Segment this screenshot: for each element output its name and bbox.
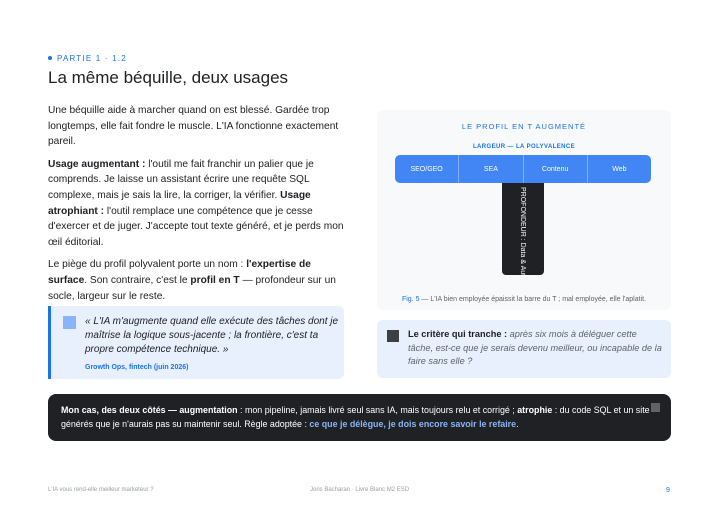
augmenting-text: l'outil me fait franchir un palier que je comprends. Je laisse un assistant écrire une requête SQL complexe, mais je sais la lire, la corriger, la vérifier. [48, 158, 314, 201]
t-stem-label: PROFONDEUR : Data & Auto. [519, 187, 526, 282]
case-square-icon [651, 403, 660, 412]
body-text [48, 103, 348, 311]
atrophying-label: Usage atrophiant : [48, 189, 311, 217]
case-text-1: : mon pipeline, jamais livré seul sans IA, mais toujours relu et corrigé ; [237, 405, 518, 415]
quote-source: Growth Ops, fintech (juin 2026) [85, 364, 189, 371]
t-bar [395, 155, 651, 183]
criterion-text [408, 328, 662, 369]
page-number: 9 [666, 487, 670, 494]
case-end: . [516, 418, 519, 429]
t-bar-item: SEA [459, 155, 523, 183]
eyebrow-text: PARTIE 1 · 1.2 [57, 54, 127, 63]
footer-author: Joris Bacharan · Livre Blanc M2 ESD [310, 487, 410, 493]
criterion-body: après six mois à déléguer cette tâche, est-ce que je serais devenu meilleur, ou incapable de la faire sans elle ? [408, 329, 662, 367]
case-callout [48, 394, 671, 441]
section-eyebrow [48, 54, 127, 63]
case-label-1: Mon cas, des deux côtés — augmentation [61, 405, 238, 415]
quote-callout [48, 306, 344, 379]
criterion-square-icon [387, 330, 399, 342]
quote-square-icon [63, 316, 76, 329]
t-bar-item: Web [612, 165, 627, 173]
t-stem [502, 183, 544, 282]
bullet-dot-icon [48, 56, 52, 60]
case-text [61, 404, 657, 431]
p3-text-1: Le piège du profil polyvalent porte un nom : [48, 259, 247, 271]
case-text-2: : du code SQL et un site générés que je n'aurais pas su maintenir seul. Règle adoptée : [61, 405, 650, 429]
paragraph-3 [48, 257, 348, 304]
figure-caption [377, 296, 671, 303]
figure-caption-text: — L'IA bien employée épaissit la barre du T ; mal employée, elle l'aplatit. [419, 296, 647, 303]
criterion-callout [377, 320, 671, 378]
figure-title: LE PROFIL EN T AUGMENTÉ [461, 122, 587, 131]
quote-text: « L'IA m'augmente quand elle exécute des tâches dont je maîtrise la logique sous-jacente ; la frontière, c'est ta propre compétence technique. » [85, 316, 339, 355]
criterion-label: Le critère qui tranche : [408, 329, 508, 339]
t-profile-figure [377, 110, 671, 310]
footer-title: L'IA vous rend-elle meilleur marketeur ? [48, 487, 154, 493]
figure-width-label: LARGEUR — LA POLYVALENCE [472, 144, 576, 150]
paragraph-1: Une béquille aide à marcher quand on est blessé. Gardée trop longtemps, elle fait fondre le muscle. L'IA fonctionne exactement pareil. [48, 105, 339, 148]
p3-bold-1: l'expertise de surface [48, 259, 311, 286]
augmenting-label: Usage augmentant : [48, 158, 146, 170]
t-bar-item: SEO/GEO [395, 155, 459, 183]
p3-text-3: — profondeur sur un socle, largeur sur le reste. [48, 274, 336, 302]
p3-text-2: . Son contraire, c'est le [84, 274, 191, 286]
t-bar-item: Contenu [524, 155, 588, 183]
figure-number: Fig. 5 [401, 296, 420, 303]
p3-bold-2: profil en T [190, 274, 240, 286]
atrophying-text: l'outil remplace une compétence que je cesse d'exercer et de juger. J'accepte tout texte généré, et je perds mon œil éditorial. [48, 205, 344, 248]
page-title: La même béquille, deux usages [48, 68, 289, 87]
paragraph-2 [48, 157, 348, 251]
case-rule: ce que je délègue, je dois encore savoir le refaire [309, 418, 517, 429]
case-label-2: atrophie [517, 405, 553, 415]
